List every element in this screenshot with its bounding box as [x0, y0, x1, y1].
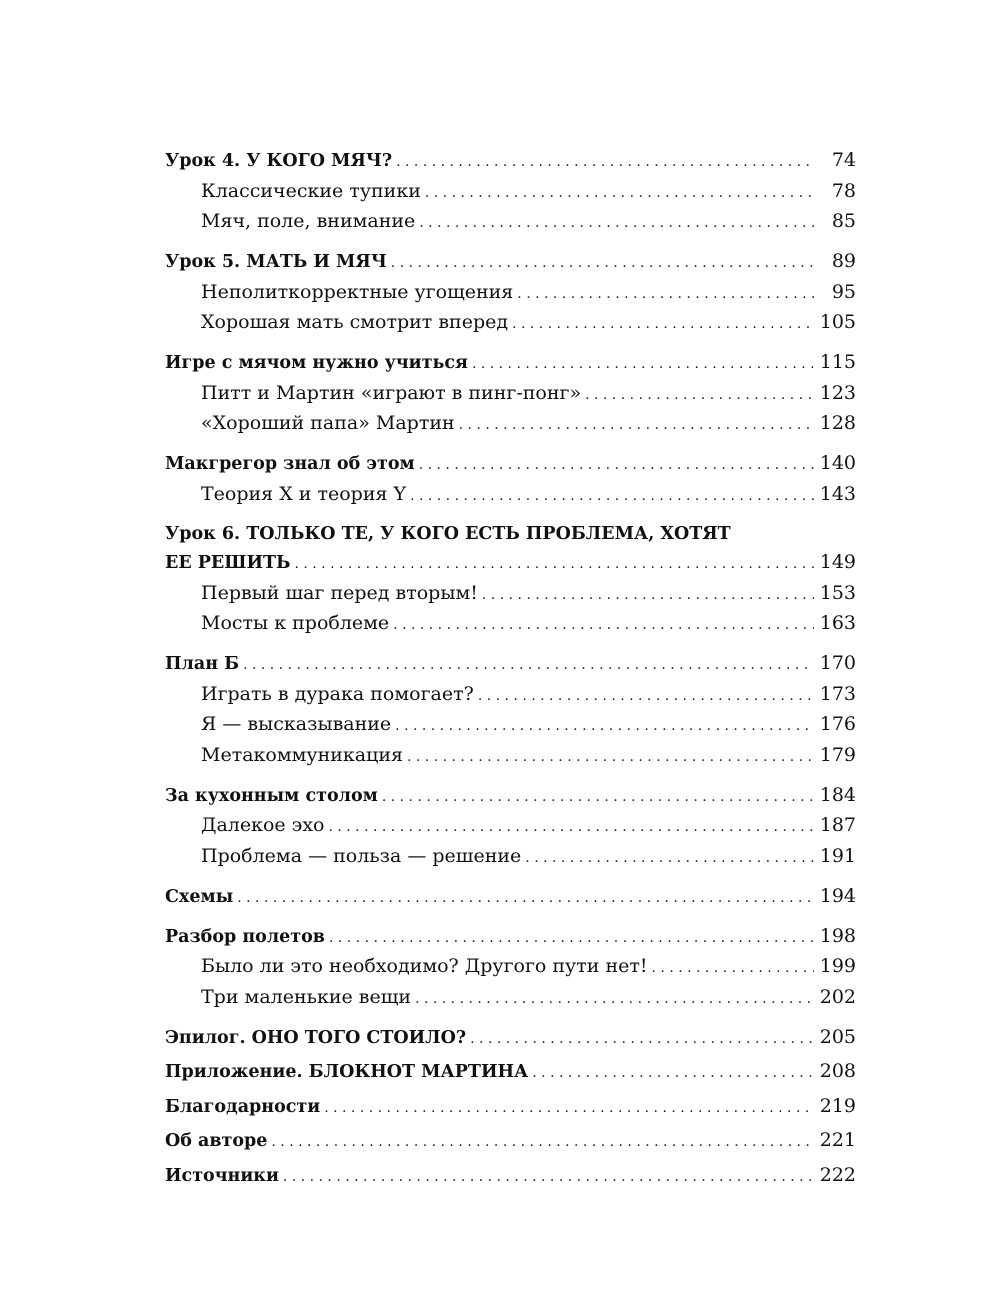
toc-entry-title: Первый шаг перед вторым!	[201, 581, 478, 604]
dot-leader	[407, 741, 814, 772]
dot-leader	[294, 549, 814, 579]
toc-entry-title: Хорошая мать смотрит вперед	[201, 311, 509, 333]
toc-page-number: 128	[819, 412, 856, 434]
toc-entry-title: Разбор полетов	[165, 926, 325, 947]
dot-leader	[243, 650, 814, 680]
toc-entry-title: Схемы	[165, 886, 234, 907]
dot-leader	[419, 450, 814, 480]
toc-section-entry	[165, 811, 856, 842]
toc-page-number: 219	[819, 1094, 856, 1117]
toc-entry-title: Источники	[165, 1165, 279, 1186]
toc-entry-title: Эпилог. ОНО ТОГО СТОИЛО?	[165, 1027, 467, 1048]
toc-page-number: 149	[819, 551, 856, 573]
toc-page-number: 173	[819, 682, 856, 705]
toc-entry-title: Было ли это необходимо? Другого пути нет!	[201, 955, 648, 977]
toc-page-number: 153	[819, 581, 856, 604]
toc-entry-title: Играть в дурака помогает?	[201, 682, 474, 705]
toc-section-entry	[165, 379, 856, 410]
dot-leader	[472, 349, 814, 379]
dot-leader	[237, 883, 814, 913]
toc-entry-title: Далекое эхо	[201, 814, 325, 836]
toc-section-entry	[165, 278, 856, 309]
toc-entry-title: Мосты к проблеме	[201, 612, 390, 634]
dot-leader	[425, 177, 814, 208]
toc-entry-title: Приложение. БЛОКНОТ МАРТИНА	[165, 1062, 529, 1082]
toc-page-number: 184	[819, 783, 856, 806]
toc-entry-title: Неполиткорректные угощения	[201, 280, 514, 303]
toc-page-number: 74	[831, 149, 856, 171]
toc-section-entry	[165, 579, 856, 610]
dot-leader	[517, 278, 814, 309]
toc-page-number: 105	[819, 311, 856, 333]
toc-page-number: 191	[819, 844, 856, 867]
toc-page-number: 95	[831, 280, 856, 303]
dot-leader	[410, 480, 814, 511]
toc-entry-title-continued: ЕЕ РЕШИТЬ	[165, 553, 291, 573]
dot-leader	[283, 1162, 814, 1192]
toc-entry-title: За кухонным столом	[165, 785, 378, 806]
toc-page-number: 123	[819, 381, 856, 404]
toc-entry-title: Три маленькие вещи	[201, 985, 412, 1008]
toc-page-number: 198	[819, 924, 856, 947]
toc-chapter-entry	[165, 649, 856, 680]
toc-entry-title: Игре с мячом нужно учиться	[165, 353, 468, 373]
toc-chapter-entry	[165, 922, 856, 953]
toc-entry-title: Макгрегор знал об этом	[165, 454, 415, 474]
dot-leader	[470, 1024, 814, 1054]
toc-page-number: 179	[819, 743, 856, 766]
toc-page-number: 78	[831, 179, 856, 202]
dot-leader	[532, 1058, 814, 1088]
toc-chapter-entry	[165, 1023, 856, 1054]
toc-page-number: 199	[819, 955, 856, 977]
toc-section-entry	[165, 680, 856, 711]
toc-entry-title: Урок 5. МАТЬ И МЯЧ	[165, 252, 387, 272]
toc-entry-title: «Хороший папа» Мартин	[201, 412, 455, 434]
toc-entry-title: Классические тупики	[201, 179, 421, 202]
toc-chapter-entry	[165, 348, 856, 379]
toc-entry-title: Мяч, поле, внимание	[201, 210, 416, 232]
dot-leader	[382, 782, 814, 812]
table-of-contents	[165, 146, 856, 1191]
toc-entry-title: Благодарности	[165, 1096, 321, 1117]
toc-section-entry	[165, 741, 856, 772]
toc-chapter-entry	[165, 1161, 856, 1192]
toc-section-entry	[165, 409, 856, 440]
toc-entry-title: План Б	[165, 654, 240, 674]
toc-page-number: 143	[819, 482, 856, 505]
toc-entry-title: Питт и Мартин «играют в пинг-понг»	[201, 381, 582, 404]
toc-section-entry	[165, 952, 856, 983]
dot-leader	[482, 579, 814, 610]
toc-page-number: 194	[819, 884, 856, 907]
toc-section-entry	[165, 842, 856, 873]
toc-page-number: 208	[819, 1060, 856, 1082]
dot-leader	[512, 308, 814, 339]
dot-leader	[415, 983, 814, 1014]
toc-entry-title: Об авторе	[165, 1131, 268, 1151]
dot-leader	[329, 923, 814, 953]
toc-page-number: 222	[819, 1163, 856, 1186]
dot-leader	[391, 248, 814, 278]
toc-chapter-entry	[165, 1057, 856, 1088]
toc-page-number: 221	[819, 1129, 856, 1151]
toc-chapter-entry	[165, 146, 856, 177]
dot-leader	[395, 710, 814, 741]
dot-leader	[396, 147, 814, 177]
dot-leader	[478, 680, 814, 711]
toc-page-number: 140	[819, 452, 856, 474]
toc-page-number: 115	[819, 351, 856, 373]
toc-page-number: 176	[819, 713, 856, 735]
dot-leader	[652, 952, 814, 983]
toc-chapter-entry	[165, 520, 856, 579]
toc-chapter-entry	[165, 1126, 856, 1157]
dot-leader	[419, 207, 814, 238]
toc-chapter-entry	[165, 449, 856, 480]
toc-section-entry	[165, 609, 856, 640]
toc-section-entry	[165, 983, 856, 1014]
dot-leader	[324, 1093, 814, 1123]
toc-section-entry	[165, 710, 856, 741]
toc-page-number: 163	[819, 612, 856, 634]
dot-leader	[585, 379, 814, 410]
dot-leader	[271, 1127, 814, 1157]
toc-section-entry	[165, 177, 856, 208]
toc-section-entry	[165, 480, 856, 511]
toc-page-number: 202	[819, 985, 856, 1008]
dot-leader	[459, 409, 814, 440]
dot-leader	[525, 842, 814, 873]
toc-page-number: 89	[831, 250, 856, 272]
dot-leader	[328, 811, 814, 842]
toc-entry-title: Я — высказывание	[201, 713, 392, 735]
toc-entry-title: Теория X и теория Y	[201, 482, 407, 505]
toc-chapter-entry	[165, 247, 856, 278]
toc-page-number: 170	[819, 652, 856, 674]
toc-page-number: 85	[831, 210, 856, 232]
toc-chapter-entry	[165, 882, 856, 913]
toc-chapter-entry	[165, 1092, 856, 1123]
toc-entry-title: Проблема — польза — решение	[201, 844, 522, 867]
dot-leader	[393, 609, 814, 640]
toc-entry-title: Метакоммуникация	[201, 743, 403, 766]
toc-chapter-entry	[165, 781, 856, 812]
toc-section-entry	[165, 207, 856, 238]
toc-section-entry	[165, 308, 856, 339]
toc-page-number: 187	[819, 814, 856, 836]
toc-entry-title: Урок 6. ТОЛЬКО ТЕ, У КОГО ЕСТЬ ПРОБЛЕМА, ХОТЯТ	[165, 523, 731, 544]
toc-page-number: 205	[819, 1025, 856, 1048]
toc-entry-title: Урок 4. У КОГО МЯЧ?	[165, 151, 393, 171]
